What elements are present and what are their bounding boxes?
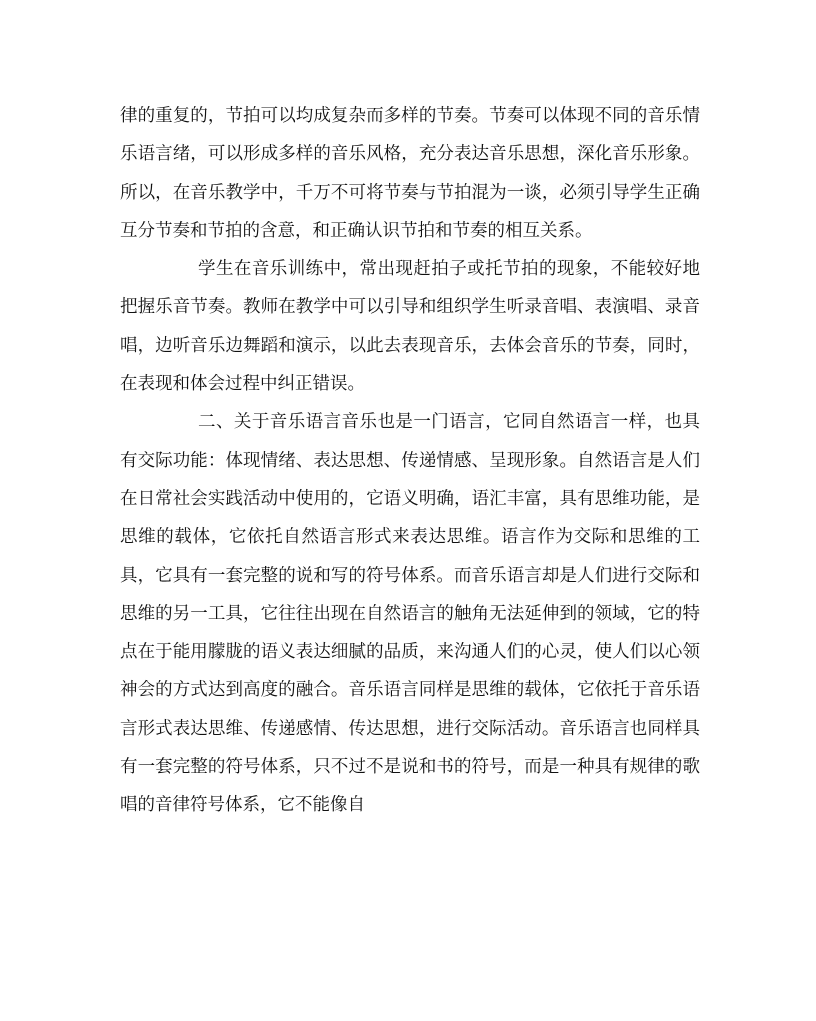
paragraph-rhythm-continuation: 律的重复的，节拍可以均成复杂而多样的节奏。节奏可以体现不同的音乐情乐语言绪，可以形成多样的音乐风格，充分表达音乐思想，深化音乐形象。所以，在音乐教学中，千万不可将节奏与节拍混为一谈，必须引导学生正确互分节奏和节拍的含意，和正确认识节拍和节奏的相互关系。: [120, 106, 700, 241]
paragraph-rhythm-practice: 学生在音乐训练中，常出现赶拍子或托节拍的现象，不能较好地把握乐音节奏。教师在教学中可以引导和组织学生听录音唱、表演唱、录音唱，边听音乐边舞蹈和演示，以此去表现音乐，去体会音乐的节奏，同时，在表现和体会过程中纠正错误。: [120, 259, 700, 395]
document-body: [120, 97, 700, 825]
paragraph-music-language: 二、关于音乐语言音乐也是一门语言，它同自然语言一样，也具有交际功能：体现情绪、表达思想、传递情感、呈现形象。自然语言是人们在日常社会实践活动中使用的，它语义明确，语汇丰富，具有思维功能，是思维的载体，它依托自然语言形式来表达思维。语言作为交际和思维的工具，它具有一套完整的说和写的符号体系。而音乐语言却是人们进行交际和思维的另一工具，它往往出现在自然语言的触角无法延伸到的领域，它的特点在于能用朦胧的语义表达细腻的品质，来沟通人们的心灵，使人们以心领神会的方式达到高度的融合。音乐语言同样是思维的载体，它依托于音乐语言形式表达思维、传递感情、传达思想，进行交际活动。音乐语言也同样具有一套完整的符号体系，只不过不是说和书的符号，而是一种具有规律的歌唱的音律符号体系，它不能像自: [120, 412, 700, 816]
